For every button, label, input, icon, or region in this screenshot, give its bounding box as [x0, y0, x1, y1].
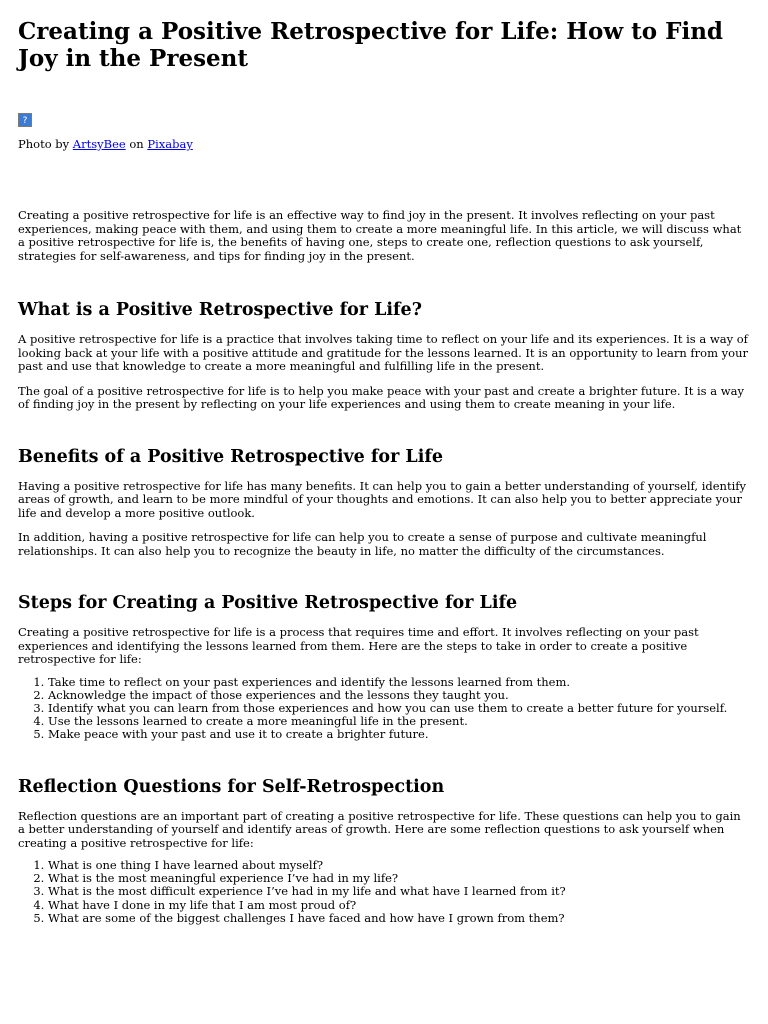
- section-paragraph: Having a positive retrospective for life has many benefits. It can help you to gain a better understanding of yourself, identify areas of growth, and learn to be more mindful of your thoughts and emotions. It can also help you to better appreciate your life and develop a more positive outlook.: [18, 478, 746, 520]
- section-benefits: [18, 446, 750, 559]
- list-item: 1. Take time to reflect on your past experiences and identify the lessons learned from them.: [48, 676, 750, 689]
- list-item: 3. Identify what you can learn from those experiences and how you can use them to create a better future for yourself.: [48, 702, 750, 715]
- page-title: Creating a Positive Retrospective for Life: How to Find Joy in the Present: [18, 18, 723, 72]
- list-item: 4. Use the lessons learned to create a more meaningful life in the present.: [48, 715, 750, 728]
- section-heading: Reflection Questions for Self-Retrospection: [18, 776, 445, 797]
- questions-list: [18, 859, 750, 925]
- section-heading: What is a Positive Retrospective for Life?: [18, 300, 422, 320]
- broken-image-icon[interactable]: ?: [18, 113, 32, 127]
- section-paragraph: Creating a positive retrospective for life is a process that requires time and effort. It involves reflecting on your past experiences and identifying the lessons learned from them. Here are the steps to take in order to create a positive retrospective for life:: [18, 625, 699, 666]
- steps-list: [18, 676, 750, 742]
- photo-caption: [18, 137, 750, 151]
- list-item: 5. What are some of the biggest challenges I have faced and how have I grown from them?: [48, 912, 750, 925]
- source-link[interactable]: Pixabay: [147, 137, 193, 151]
- list-item: 4. What have I done in my life that I am most proud of?: [48, 899, 750, 912]
- caption-middle: on: [125, 137, 148, 151]
- section-heading: Steps for Creating a Positive Retrospective for Life: [18, 593, 518, 613]
- section-steps: [18, 592, 750, 742]
- section-what-is: [18, 299, 750, 412]
- author-link[interactable]: ArtsyBee: [72, 137, 126, 151]
- caption-prefix: Photo by: [18, 137, 73, 151]
- image-container: [18, 72, 750, 127]
- intro-paragraph: Creating a positive retrospective for life is an effective way to find joy in the present. It involves reflecting on your past experiences, making peace with them, and using them to create a more meaningful life. In this article, we will discuss what a positive retrospective for life is, the benefits of having one, steps to create one, reflection questions to ask yourself, strategies for self-awareness, and tips for finding joy in the present.: [18, 208, 742, 263]
- section-paragraph: Reflection questions are an important part of creating a positive retrospective for life. These questions can help you to gain a better understanding of yourself and identify areas of growth. Here are some reflection questions to ask yourself when creating a positive retrospective for life:: [18, 808, 741, 850]
- list-item: 1. What is one thing I have learned about myself?: [48, 859, 750, 872]
- list-item: 5. Make peace with your past and use it to create a brighter future.: [48, 728, 750, 741]
- list-item: 3. What is the most difficult experience I’ve had in my life and what have I learned from it?: [48, 885, 750, 898]
- section-paragraph: The goal of a positive retrospective for life is to help you make peace with your past and create a brighter future. It is a way of finding joy in the present by reflecting on your life experiences and using them to create meaning in your life.: [18, 383, 744, 411]
- section-heading: Benefits of a Positive Retrospective for Life: [18, 446, 444, 467]
- list-item: 2. What is the most meaningful experience I’ve had in my life?: [48, 872, 750, 885]
- list-item: 2. Acknowledge the impact of those experiences and the lessons they taught you.: [48, 689, 750, 702]
- section-paragraph: In addition, having a positive retrospective for life can help you to create a sense of purpose and cultivate meaningful relationships. It can also help you to recognize the beauty in life, no matter the difficulty of the circumstances.: [18, 530, 707, 558]
- section-reflection-questions: [18, 776, 750, 926]
- section-paragraph: A positive retrospective for life is a practice that involves taking time to reflect on your life and its experiences. It is a way of looking back at your life with a positive attitude and gratitude for the lessons learned. It is an opportunity to learn from your past and use that knowledge to create a more meaningful and fulfilling life in the present.: [18, 332, 748, 373]
